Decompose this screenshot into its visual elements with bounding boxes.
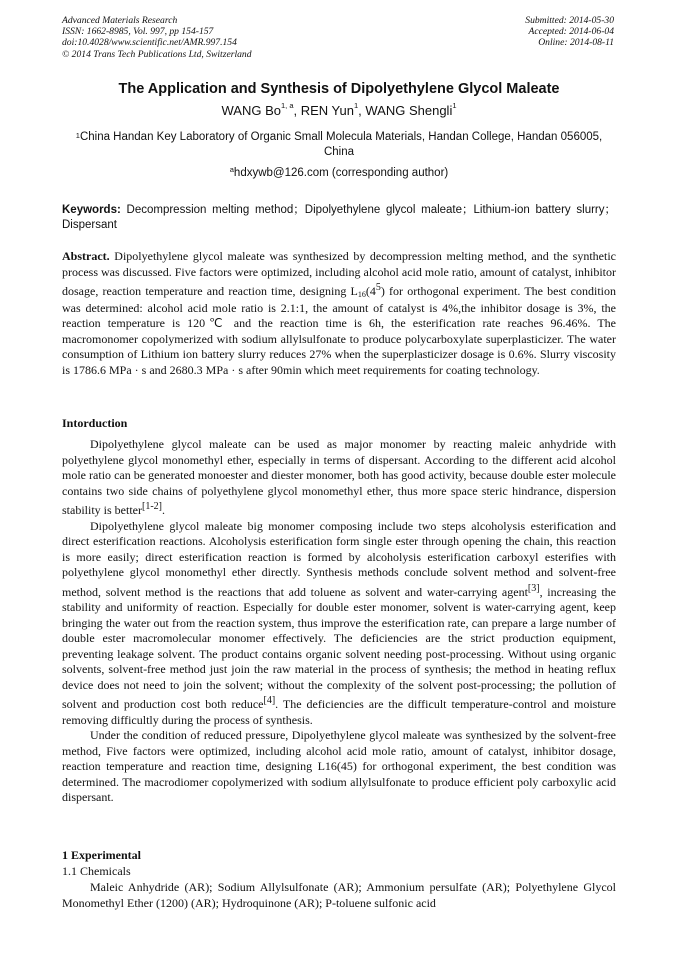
keywords-text: Decompression melting method；Dipolyethylene glycol maleate；Lithium-ion battery slurry；Dispersant bbox=[62, 204, 616, 231]
paragraph bbox=[62, 519, 616, 729]
paragraph-text: , increasing the stability and uniformity of reaction. Especially for double ester monomer, solvent is water-carrying agent, keep bringing the water out from the reaction system, thus improve the esterification rate, can prepare a large number of double ester macromolecular monomer effectively. The deficiencies are the strict production equipment, preventing leakage solvent. The product contains organic solvent needing post-processing. Without using organic solvents, solvent-free method just join the raw material in the process of synthesis; the method in heating reflux device does not need to join the solvent; without the complexity of the solvent post-processing; the pollution of solvent and production cost both reduce bbox=[62, 584, 616, 711]
email-text: hdxywb@126.com (corresponding author) bbox=[233, 167, 449, 179]
affiliation bbox=[62, 130, 616, 160]
paragraph bbox=[62, 880, 616, 911]
author-separator: , bbox=[293, 103, 301, 118]
abstract-text: Dipolyethylene glycol maleate was synthesized by decompression melting method, and the synthetic process was discussed. Five factors were optimized, including alcohol acid mole ratio, amount of catalyst, inhibitor dosage, reaction temperature and reaction time, designing L bbox=[62, 249, 616, 298]
journal-name: Advanced Materials Research bbox=[62, 15, 178, 26]
abstract-superscript: 5 bbox=[375, 282, 381, 293]
author-separator: , bbox=[358, 103, 366, 118]
paragraph-text: Under the condition of reduced pressure, Dipolyethylene glycol maleate was synthesized by the solvent-free method, Five factors were optimized, including alcohol acid mole ratio, amount of catalyst, inhibitor dosage, reaction temperature and reaction time, designing L16(45) for orthogonal experiment, the best condition was determined. The macrodiomer copolymerized with sodium allylsulfonate to produce efficient poly carboxylic acid dispersant. bbox=[62, 728, 616, 804]
author-2: REN Yun bbox=[300, 103, 354, 118]
accepted-date: Accepted: 2014-06-04 bbox=[528, 26, 614, 38]
affiliation-text: China Handan Key Laboratory of Organic Small Molecula Materials, Handan College, Handan 056005, China bbox=[79, 131, 603, 158]
author-3-affil: 1 bbox=[452, 101, 457, 110]
section-heading-introduction: Intorduction bbox=[62, 416, 128, 430]
journal-copyright: © 2014 Trans Tech Publications Ltd, Switzerland bbox=[62, 48, 252, 60]
citation: [3] bbox=[527, 582, 540, 594]
author-1-affil: 1, a bbox=[280, 101, 294, 110]
corresponding-email bbox=[62, 167, 616, 179]
paragraph-text: Dipolyethylene glycol maleate can be used as major monomer by reacting maleic anhydride with polyethylene glycol monomethyl ether, especially in terms of dispersant. According to the different acid alcohol mole ratio can be generated monoester and diester monomer, both has good activity, because double ester molecule contains two side chains of polyethylene glycol monomethyl ether, thus more space steric hindrance, dispersion stability is better bbox=[62, 437, 616, 517]
paragraph-text: . bbox=[162, 503, 165, 517]
abstract bbox=[62, 249, 616, 378]
paragraph bbox=[62, 437, 616, 519]
dates-header bbox=[525, 15, 614, 49]
keywords-label: Keywords: bbox=[62, 204, 121, 216]
subsection-heading-chemicals: 1.1 Chemicals bbox=[62, 864, 131, 878]
citation: [4] bbox=[263, 695, 276, 706]
journal-doi: doi:10.4028/www.scientific.net/AMR.997.154 bbox=[62, 37, 237, 49]
citation: [1-2] bbox=[142, 501, 162, 512]
email-marker: a bbox=[229, 165, 234, 174]
paper-title: The Application and Synthesis of Dipolyethylene Glycol Maleate bbox=[118, 81, 560, 97]
section-heading-experimental: 1 Experimental bbox=[62, 848, 141, 862]
abstract-text: ) for orthogonal experiment. The best condition was determined: alcohol acid mole ratio is 2.1:1, the amount of catalyst is 4%,the inhibitor dosage is 3%, the reaction temperature is 120℃ and the reaction time is 6h, the esterification rate reaches 96.46%. The macromonomer copolymerized with sodium allylsulfonate to produce polycarboxylate superplasticizer. The water consumption of Lithium ion battery slurry reduces 27% when the superplasticizer dosage is 0.6%. Slurry viscosity is 1786.6 MPa · s and 2680.3 MPa · s after 90min which meet requirements for coating technology. bbox=[62, 284, 616, 377]
paragraph-text: Maleic Anhydride (AR); Sodium Allylsulfonate (AR); Ammonium persulfate (AR); Polyethylene Glycol Monomethyl Ether (1200) (AR); Hydroquinone (AR); P-toluene sulfonic acid bbox=[62, 880, 616, 910]
abstract-subscript: 16 bbox=[357, 290, 366, 299]
introduction-body bbox=[62, 437, 616, 806]
author-3: WANG Shengli bbox=[365, 103, 453, 118]
paragraph bbox=[62, 728, 616, 806]
online-date: Online: 2014-08-11 bbox=[538, 37, 614, 49]
paragraph-text: . The deficiencies are the difficult temperature-control and moisture removing difficultly during the process of synthesis. bbox=[62, 697, 617, 727]
abstract-text: (4 bbox=[365, 284, 376, 298]
chemicals-body bbox=[62, 880, 616, 911]
journal-issn: ISSN: 1662-8985, Vol. 997, pp 154-157 bbox=[62, 26, 214, 38]
abstract-label: Abstract. bbox=[62, 249, 110, 263]
author-line bbox=[40, 103, 638, 118]
submitted-date: Submitted: 2014-05-30 bbox=[525, 15, 614, 26]
affiliation-marker: 1 bbox=[75, 131, 80, 140]
paragraph-text: Dipolyethylene glycol maleate big monomer composing include two steps alcoholysis esterification and direct esterification reactions. Alcoholysis esterification form single ester through opening the chain, this reaction is more easily; direct esterification reaction is formed by alcoholysis esterification carboxyl esterifies with polyethylene glycol monomethyl ether directly. Synthesis methods conclude solvent method and solvent-free method, solvent method is the reactions that add toluene as solvent and water-carrying agent bbox=[62, 518, 616, 599]
author-1: WANG Bo bbox=[221, 103, 281, 118]
journal-header bbox=[62, 15, 252, 60]
keywords bbox=[62, 203, 616, 233]
author-2-affil: 1 bbox=[353, 101, 359, 110]
